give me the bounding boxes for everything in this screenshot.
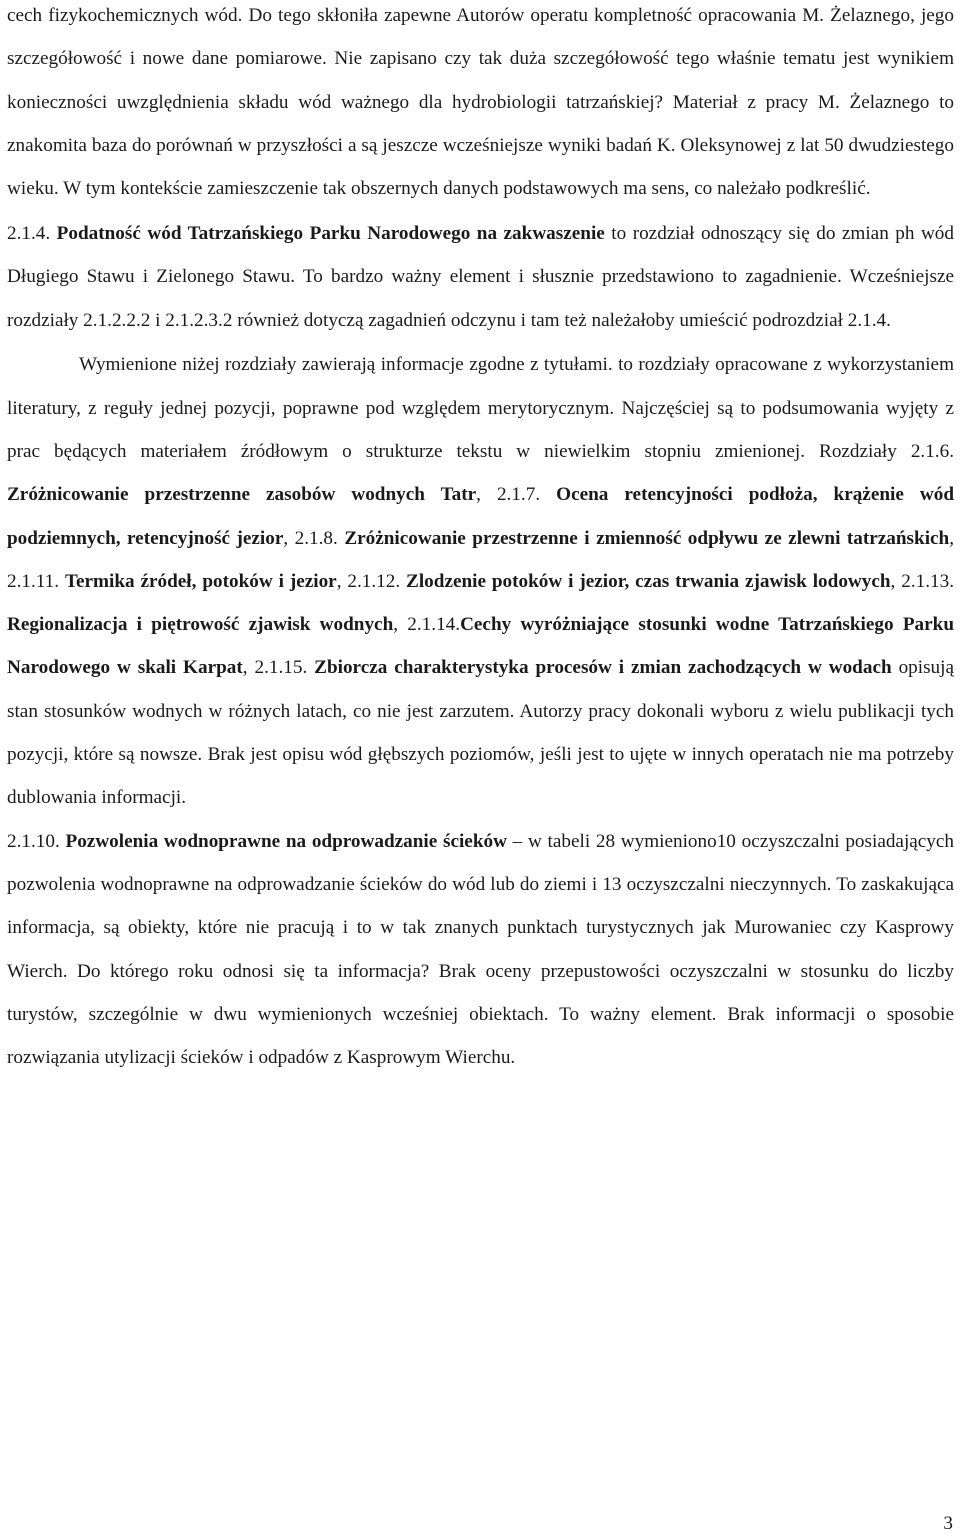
section-number: , 2.1.7.	[476, 484, 557, 506]
section-number: 2.1.10.	[7, 830, 66, 852]
section-title: Pozwolenia wodnoprawne na odprowadzanie ścieków	[65, 830, 507, 852]
section-number: , 2.1.8.	[283, 527, 345, 549]
section-number: , 2.1.12.	[336, 570, 407, 592]
section-title: Zróżnicowanie przestrzenne i zmienność odpływu ze zlewni tatrzańskich	[344, 527, 950, 549]
section-number: , 2.1.13.	[890, 570, 955, 592]
section-title: Zróżnicowanie przestrzenne zasobów wodnych Tatr	[7, 484, 477, 506]
section-title: Ocena retencyjności podłoża, krążenie wód podziemnych, retencyjność jezior	[7, 484, 955, 549]
paragraph-text: to rozdział odnoszący się do zmian ph wód Długiego Stawu i Zielonego Stawu. To bardzo ważny element i słusznie przedstawiono to zagadnienie. Wcześniejsze rozdziały 2.1.2.2.2 i 2.1.2.3.2 również dotyczą zagadnień odczynu i tam też należałoby umieścić podrozdział 2.1.4.	[7, 222, 954, 331]
paragraph-text: opisują stan stosunków wodnych w różnych latach, co nie jest zarzutem. Autorzy pracy dokonali wyboru z wielu publikacji tych pozycji, które są nowsze. Brak jest opisu wód głębszych poziomów, jeśli jest to ujęte w innych operatach nie ma potrzeby dublowania informacji.	[7, 657, 954, 809]
section-number: , 2.1.14.	[393, 614, 461, 636]
section-title: Zbiorcza charakterystyka procesów i zmian zachodzących w wodach	[314, 657, 892, 679]
document-page	[7, 0, 954, 1079]
section-title: Regionalizacja i piętrowość zjawisk wodnych	[7, 614, 394, 636]
section-title: Zlodzenie potoków i jezior, czas trwania zjawisk lodowych	[406, 570, 891, 592]
section-number: , 2.1.11.	[7, 527, 955, 592]
page-number: 3	[943, 1513, 953, 1534]
section-title: Cechy wyróżniające stosunki wodne Tatrzańskiego Parku Narodowego w skali Karpat	[7, 614, 955, 679]
section-number: , 2.1.15.	[242, 657, 315, 679]
section-title: Podatność wód Tatrzańskiego Parku Narodowego na zakwaszenie	[56, 222, 605, 244]
section-number: 2.1.4.	[7, 222, 57, 244]
paragraph-text: Wymienione niżej rozdziały zawierają informacje zgodne z tytułami. to rozdziały opracowane z wykorzystaniem literatury, z reguły jednej pozycji, poprawne pod względem merytorycznym. Najczęściej są to podsumowania wyjęty z prac będących materiałem źródłowym o strukturze tekstu w niewielkim stopniu zmienionej. Rozdziały 2.1.6.	[7, 354, 954, 462]
paragraph-chemistry	[7, 0, 954, 210]
paragraph-text: – w tabeli 28 wymieniono10 oczyszczalni posiadających pozwolenia wodnoprawne na odprowadzanie ścieków do wód lub do ziemi i 13 oczyszczalni nieczynnych. To zaskakująca informacja, są obiekty, które nie pracują i to w tak znanych punktach turystycznych jak Murowaniec czy Kasprowy Wierch. Do którego roku odnosi się ta informacja? Brak oceny przepustowości oczyszczalni w stosunku do liczby turystów, szczególnie w dwu wymienionych wcześniej obiektach. To ważny element. Brak informacji o sposobie rozwiązania utylizacji ścieków i odpadów z Kasprowym Wierchu.	[7, 830, 955, 1069]
section-title: Termika źródeł, potoków i jezior	[64, 570, 337, 592]
paragraph-2-1-10	[7, 820, 954, 1080]
paragraph-chapters-review	[7, 343, 954, 819]
paragraph-2-1-4	[7, 212, 954, 342]
paragraph-text: cech fizykochemicznych wód. Do tego skłoniła zapewne Autorów operatu kompletność opracowania M. Żelaznego, jego szczegółowość i nowe dane pomiarowe. Nie zapisano czy tak duża szczegółowość tego właśnie tematu jest wynikiem konieczności uwzględnienia składu wód ważnego dla hydrobiologii tatrzańskiej? Materiał z pracy M. Żelaznego to znakomita baza do porównań w przyszłości a są jeszcze wcześniejsze wyniki badań K. Oleksynowej z lat 50 dwudziestego wieku. W tym kontekście zamieszczenie tak obszernych danych podstawowych ma sens, co należało podkreślić.	[7, 5, 954, 200]
